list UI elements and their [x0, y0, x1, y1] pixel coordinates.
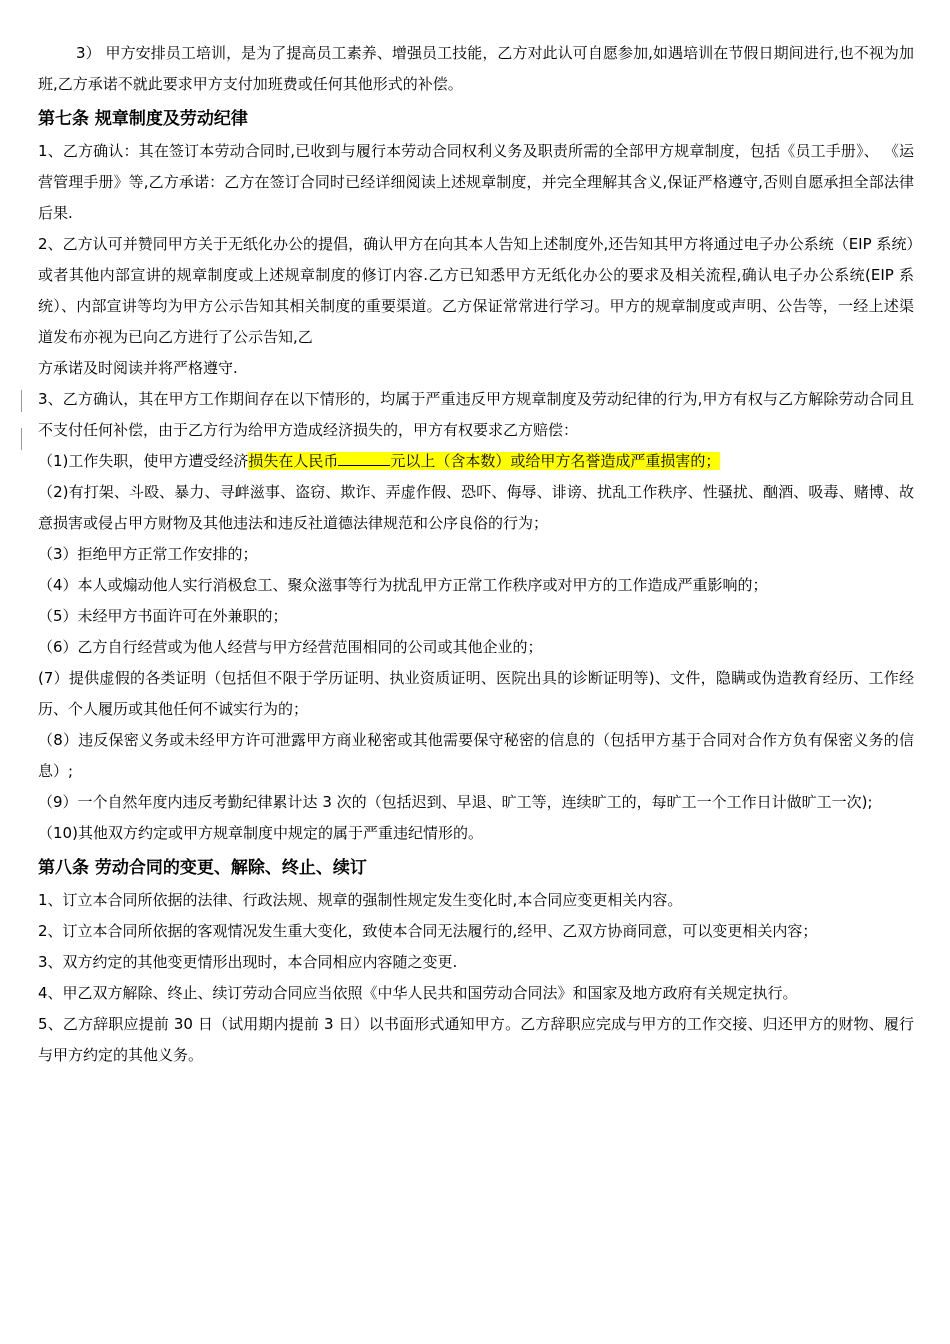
article-8-para-2: 2、订立本合同所依据的客观情况发生重大变化，致使本合同无法履行的,经甲、乙双方协商同意，可以变更相关内容；	[38, 922, 818, 940]
article-8-para-4: 4、甲乙双方解除、终止、续订劳动合同应当依照《中华人民共和国劳动合同法》和国家及地方政府有关规定执行。	[38, 984, 798, 1002]
violation-item-2: （2)有打架、斗殴、暴力、寻衅滋事、盗窃、欺诈、弄虚作假、恐吓、侮辱、诽谤、扰乱工作秩序、性骚扰、酗酒、吸毒、赌博、故意损害或侵占甲方财物及其他违法和违反社道德法律规范和公序良俗的行为；	[38, 483, 914, 532]
highlighted-text	[248, 452, 720, 470]
training-clause: 3） 甲方安排员工培训，是为了提高员工素养、增强员工技能，乙方对此认可自愿参加,如遇培训在节假日期间进行,也不视为加班,乙方承诺不就此要求甲方支付加班费或任何其他形式的补偿。	[38, 44, 914, 93]
article-8-heading: 第八条 劳动合同的变更、解除、终止、续订	[38, 858, 367, 878]
violation-item-9: （9）一个自然年度内违反考勤纪律累计达 3 次的（包括迟到、早退、旷工等，连续旷工的，每旷工一个工作日计做旷工一次);	[38, 793, 873, 811]
document-body	[38, 38, 914, 1071]
article-8-para-1: 1、订立本合同所依据的法律、行政法规、规章的强制性规定发生变化时,本合同应变更相关内容。	[38, 891, 683, 909]
violation-item-6: （6）乙方自行经营或为他人经营与甲方经营范围相同的公司或其他企业的；	[38, 638, 543, 656]
violation-item-8: （8）违反保密义务或未经甲方许可泄露甲方商业秘密或其他需要保守秘密的信息的（包括甲方基于合同对合作方负有保密义务的信息）;	[38, 731, 914, 780]
violation-item-10: （10)其他双方约定或甲方规章制度中规定的属于严重违纪情形的。	[38, 824, 483, 842]
article-8-para-5: 5、乙方辞职应提前 30 日（试用期内提前 3 日）以书面形式通知甲方。乙方辞职应完成与甲方的工作交接、归还甲方的财物、履行与甲方约定的其他义务。	[38, 1015, 914, 1064]
article-7-para-1: 1、乙方确认：其在签订本劳动合同时,已收到与履行本劳动合同权利义务及职责所需的全部甲方规章制度，包括《员工手册》、 《运营管理手册》等,乙方承诺：乙方在签订合同时已经详细阅读上述规章制度，并完全理解其含义,保证严格遵守,否则自愿承担全部法律后果.	[38, 142, 914, 222]
item-1-text: （1)工作失职，使甲方遭受经济	[38, 452, 249, 470]
item-1-highlight-b: 元以上（含本数）或给甲方名誉造成严重损害的；	[390, 452, 721, 470]
violation-item-4: （4）本人或煽动他人实行消极怠工、聚众滋事等行为扰乱甲方正常工作秩序或对甲方的工作造成严重影响的；	[38, 576, 768, 594]
article-7-heading: 第七条 规章制度及劳动纪律	[38, 109, 248, 129]
item-1-highlight-a: 损失在人民币	[248, 452, 339, 470]
article-7-para-2: 2、乙方认可并赞同甲方关于无纸化办公的提倡，确认甲方在向其本人告知上述制度外,还告知其甲方将通过电子办公系统（EIP 系统）或者其他内部宣讲的规章制度或上述规章制度的修订内容.乙方已知悉甲方无纸化办公的要求及相关流程,确认电子办公系统(EIP 系统）、内部宣讲等均为甲方公示告知其相关制度的重要渠道。乙方保证常常进行学习。甲方的规章制度或声明、公告等，一经上述渠道发布亦视为已向乙方进行了公示告知,乙	[38, 235, 914, 346]
revision-bar	[21, 390, 22, 412]
violation-item-7: (7）提供虚假的各类证明（包括但不限于学历证明、执业资质证明、医院出具的诊断证明等)、文件，隐瞒或伪造教育经历、工作经历、个人履历或其他任何不诚实行为的；	[38, 669, 914, 718]
violation-item-1	[38, 446, 914, 477]
violation-item-3: （3）拒绝甲方正常工作安排的；	[38, 545, 258, 563]
article-7-para-2-end: 方承诺及时阅读并将严格遵守.	[38, 359, 238, 377]
violation-item-5: （5）未经甲方书面许可在外兼职的；	[38, 607, 288, 625]
article-7-para-3: 3、乙方确认，其在甲方工作期间存在以下情形的，均属于严重违反甲方规章制度及劳动纪律的行为,甲方有权与乙方解除劳动合同且不支付任何补偿，由于乙方行为给甲方造成经济损失的，甲方有权要求乙方赔偿：	[38, 390, 914, 439]
amount-blank	[338, 450, 390, 466]
article-8-para-3: 3、双方约定的其他变更情形出现时，本合同相应内容随之变更.	[38, 953, 458, 971]
revision-bar	[21, 428, 22, 450]
